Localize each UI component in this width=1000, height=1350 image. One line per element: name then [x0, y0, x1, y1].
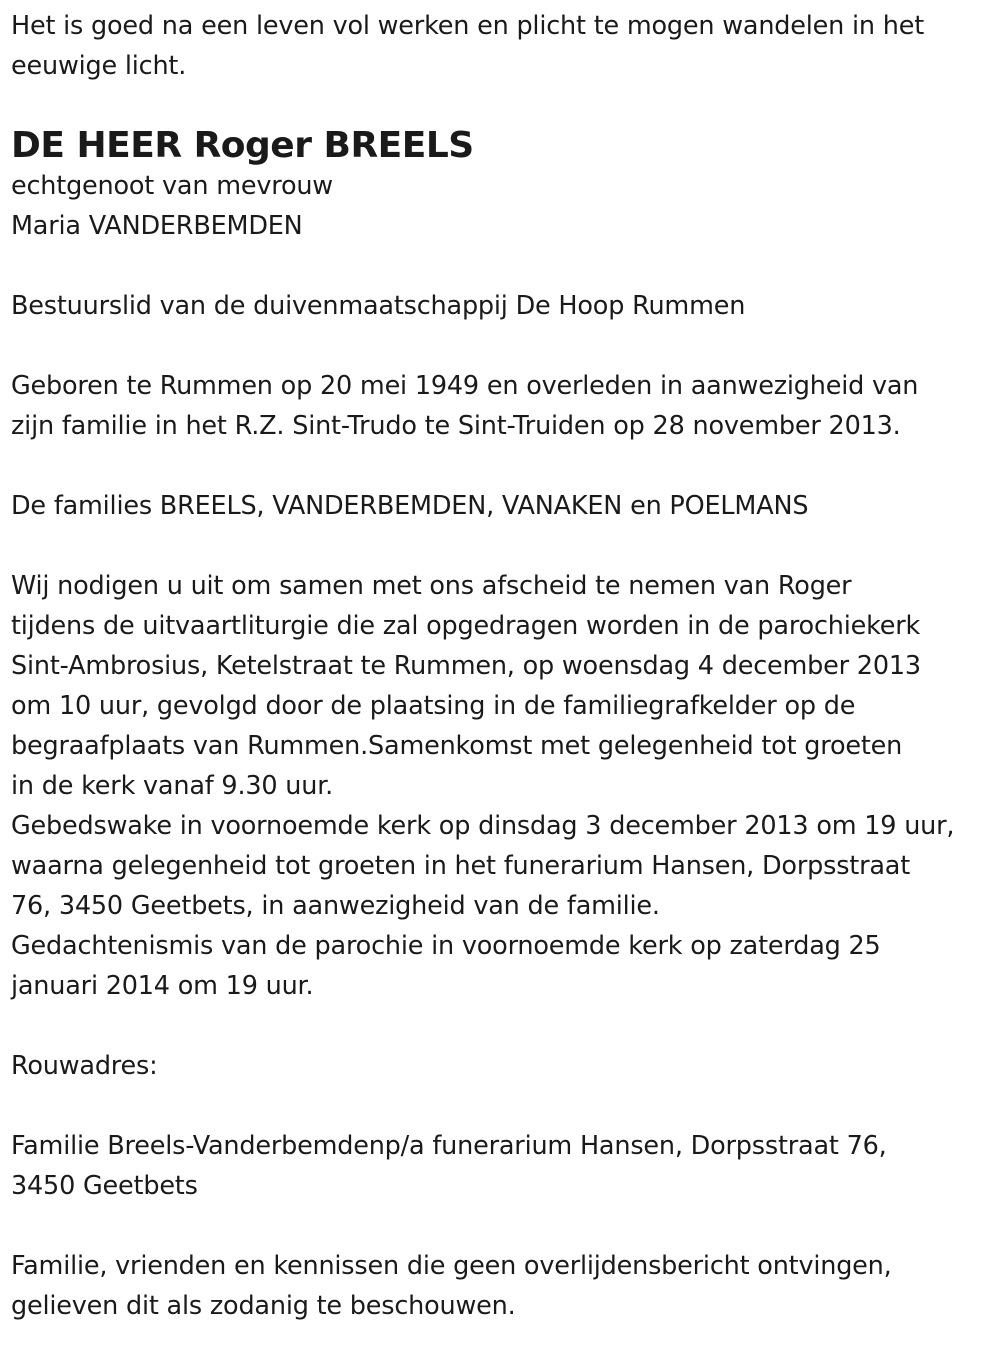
invitation-line-5: begraafplaats van Rummen.Samenkomst met gelegenheid tot groeten [11, 731, 903, 761]
invitation-line-10: Gedachtenismis van de parochie in voornoemde kerk op zaterdag 25 [11, 931, 881, 961]
closing-paragraph [11, 1246, 996, 1326]
address-paragraph [11, 1126, 996, 1206]
spacer [11, 86, 996, 126]
families-line: De families BREELS, VANDERBEMDEN, VANAKEN en POELMANS [11, 491, 809, 521]
spacer [11, 1006, 996, 1046]
invitation-line-1: Wij nodigen u uit om samen met ons afscheid te nemen van Roger [11, 571, 852, 601]
invitation-paragraph [11, 566, 996, 1006]
invitation-line-9: 76, 3450 Geetbets, in aanwezigheid van de familie. [11, 891, 660, 921]
spacer [11, 1206, 996, 1246]
role-line: Bestuurslid van de duivenmaatschappij De Hoop Rummen [11, 291, 746, 321]
invitation-line-4: om 10 uur, gevolgd door de plaatsing in de familiegrafkelder op de [11, 691, 856, 721]
invitation-line-8: waarna gelegenheid tot groeten in het funerarium Hansen, Dorpsstraat [11, 851, 911, 881]
deceased-name: DE HEER Roger BREELS [11, 125, 474, 166]
invitation-line-6: in de kerk vanaf 9.30 uur. [11, 771, 334, 801]
invitation-line-3: Sint-Ambrosius, Ketelstraat te Rummen, op woensdag 4 december 2013 [11, 651, 921, 681]
intro-line-2: eeuwige licht. [11, 51, 187, 81]
birth-death-paragraph [11, 366, 996, 446]
spouse-line-1: echtgenoot van mevrouw [11, 171, 333, 201]
closing-line-1: Familie, vrienden en kennissen die geen overlijdensbericht ontvingen, [11, 1251, 892, 1281]
birth-death-line-2: zijn familie in het R.Z. Sint-Trudo te Sint-Truiden op 28 november 2013. [11, 411, 901, 441]
invitation-line-7: Gebedswake in voornoemde kerk op dinsdag 3 december 2013 om 19 uur, [11, 811, 955, 841]
obituary-notice [11, 6, 996, 1326]
invitation-line-2: tijdens de uitvaartliturgie die zal opgedragen worden in de parochiekerk [11, 611, 921, 641]
spacer [11, 246, 996, 286]
intro-text [11, 6, 996, 86]
invitation-line-11: januari 2014 om 19 uur. [11, 971, 314, 1001]
spacer [11, 526, 996, 566]
intro-line-1: Het is goed na een leven vol werken en plicht te mogen wandelen in het [11, 11, 925, 41]
spouse-line-2: Maria VANDERBEMDEN [11, 211, 303, 241]
address-label: Rouwadres: [11, 1051, 158, 1081]
closing-line-2: gelieven dit als zodanig te beschouwen. [11, 1291, 516, 1321]
spacer [11, 1086, 996, 1126]
spacer [11, 326, 996, 366]
address-line-2: 3450 Geetbets [11, 1171, 198, 1201]
birth-death-line-1: Geboren te Rummen op 20 mei 1949 en overleden in aanwezigheid van [11, 371, 919, 401]
address-line-1: Familie Breels-Vanderbemdenp/a funerarium Hansen, Dorpsstraat 76, [11, 1131, 887, 1161]
spacer [11, 446, 996, 486]
